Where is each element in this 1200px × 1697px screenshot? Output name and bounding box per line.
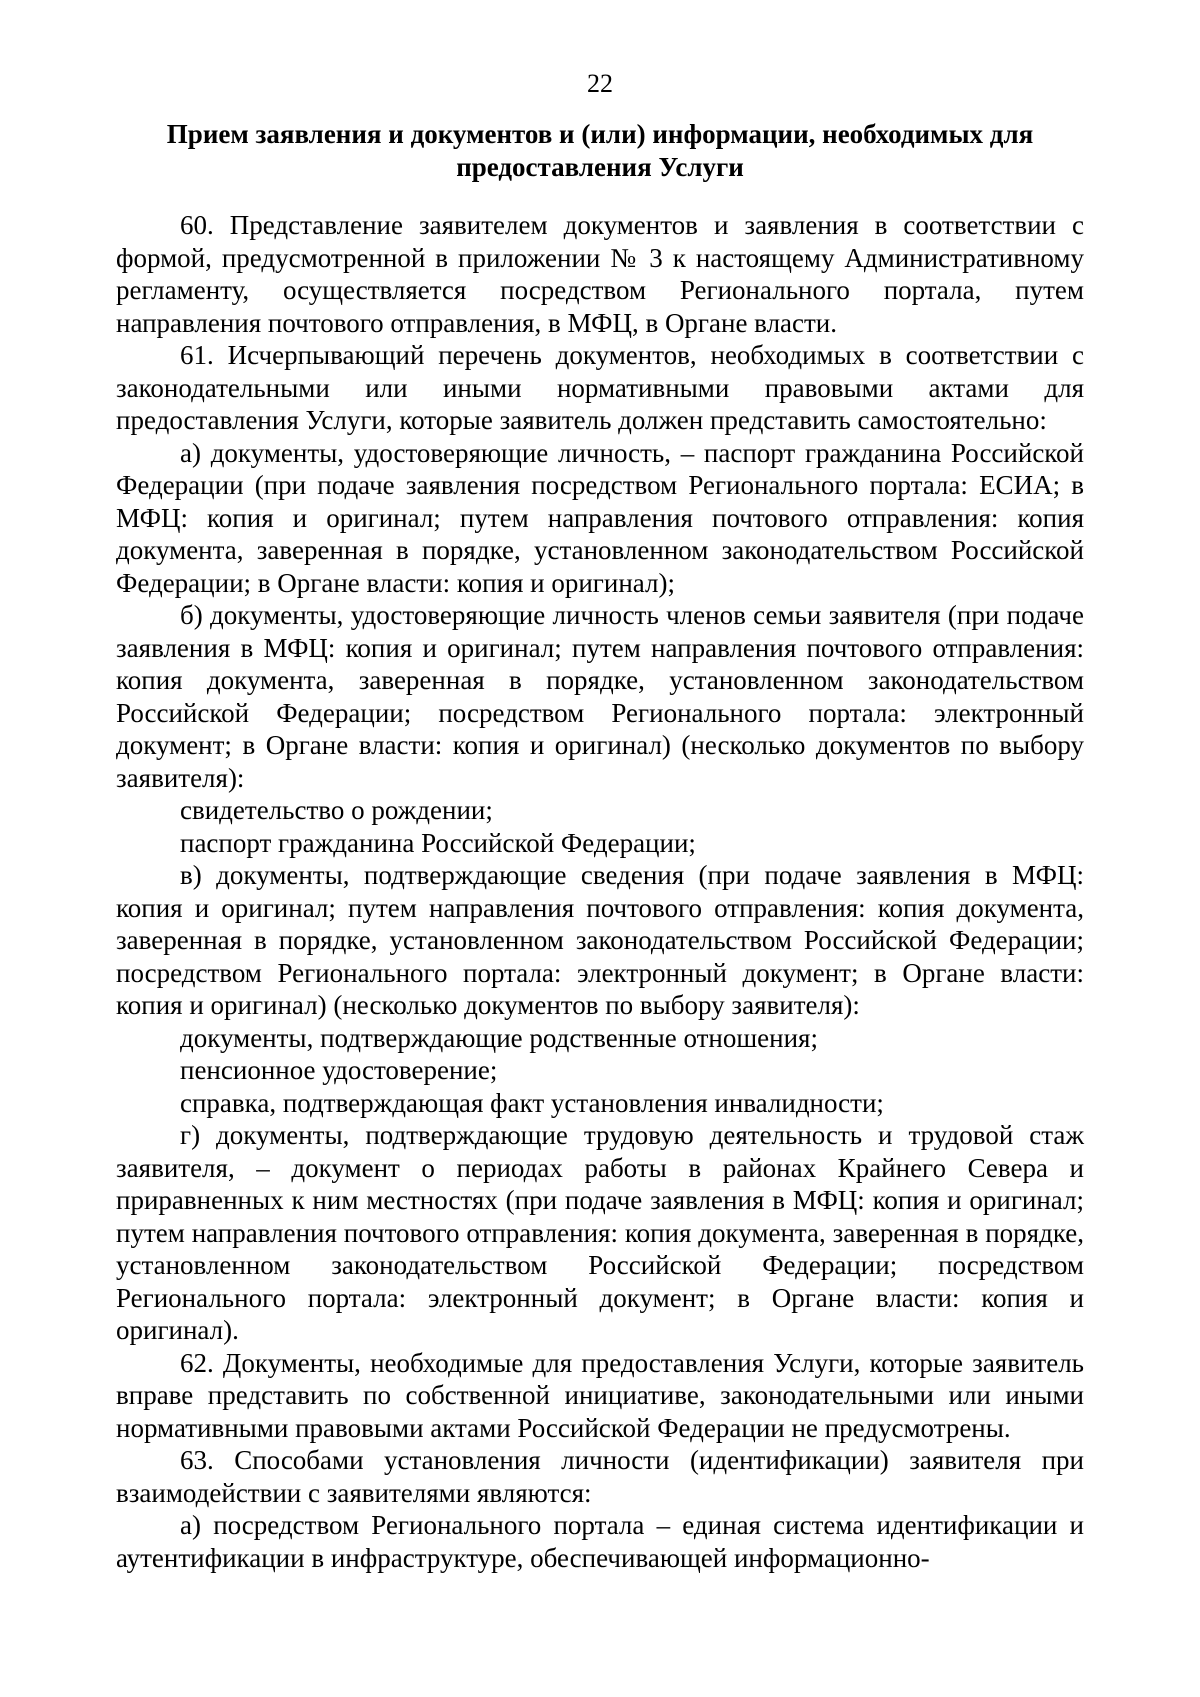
paragraph-61-a: а) документы, удостоверяющие личность, – паспорт гражданина Российской Федерации (при подаче заявления посредством Регионального портала: ЕСИА; в МФЦ: копия и оригинал; путем направления почтового отправления: копия документа, заверенная в порядке, установленном законодательством Российской Федерации; в Органе власти: копия и оригинал);: [116, 437, 1084, 598]
paragraph-60: 60. Представление заявителем документов и заявления в соответствии с формой, предусмотренной в приложении № 3 к настоящему Административному регламенту, осуществляется посредством Регионального портала, путем направления почтового отправления, в МФЦ, в Органе власти.: [116, 210, 1084, 338]
list-item: паспорт гражданина Российской Федерации;: [180, 827, 696, 858]
paragraph-61-g: г) документы, подтверждающие трудовую деятельность и трудовой стаж заявителя, – документ о периодах работы в районах Крайнего Севера и приравненных к ним местностях (при подаче заявления в МФЦ: копия и оригинал; путем направления почтового отправления: копия документа, заверенная в порядке, установленном законодательством Российской Федерации; посредством Регионального портала: электронный документ; в Органе власти: копия и оригинал).: [116, 1120, 1084, 1345]
section-heading: Прием заявления и документов и (или) информации, необходимых для предоставления Услуги: [166, 119, 1034, 182]
list-item: справка, подтверждающая факт установления инвалидности;: [180, 1087, 884, 1118]
page-number: 22: [587, 69, 613, 98]
list-item: документы, подтверждающие родственные отношения;: [180, 1022, 818, 1053]
document-body: [116, 209, 1084, 1574]
list-item: пенсионное удостоверение;: [180, 1055, 498, 1085]
paragraph-62: 62. Документы, необходимые для предоставления Услуги, которые заявитель вправе представить по собственной инициативе, законодательными или иными нормативными правовыми актами Российской Федерации не предусмотрены.: [116, 1347, 1084, 1443]
paragraph-61-b: б) документы, удостоверяющие личность членов семьи заявителя (при подаче заявления в МФЦ: копия и оригинал; путем направления почтового отправления: копия документа, заверенная в порядке, установленном законодательством Российской Федерации; посредством Регионального портала: электронный документ; в Органе власти: копия и оригинал) (несколько документов по выбору заявителя):: [116, 600, 1084, 793]
list-item: свидетельство о рождении;: [180, 795, 493, 825]
paragraph-63-a: а) посредством Регионального портала – единая система идентификации и аутентификации в инфраструктуре, обеспечивающей информационно-: [116, 1510, 1084, 1573]
paragraph-61-v: в) документы, подтверждающие сведения (при подаче заявления в МФЦ: копия и оригинал; путем направления почтового отправления: копия документа, заверенная в порядке, установленном законодательством Российской Федерации; посредством Регионального портала: электронный документ; в Органе власти: копия и оригинал) (несколько документов по выбору заявителя):: [116, 860, 1084, 1020]
paragraph-61: 61. Исчерпывающий перечень документов, необходимых в соответствии с законодательными или иными нормативными правовыми актами для предоставления Услуги, которые заявитель должен представить самостоятельно:: [116, 340, 1084, 435]
paragraph-63: 63. Способами установления личности (идентификации) заявителя при взаимодействии с заявителями являются:: [116, 1445, 1084, 1508]
